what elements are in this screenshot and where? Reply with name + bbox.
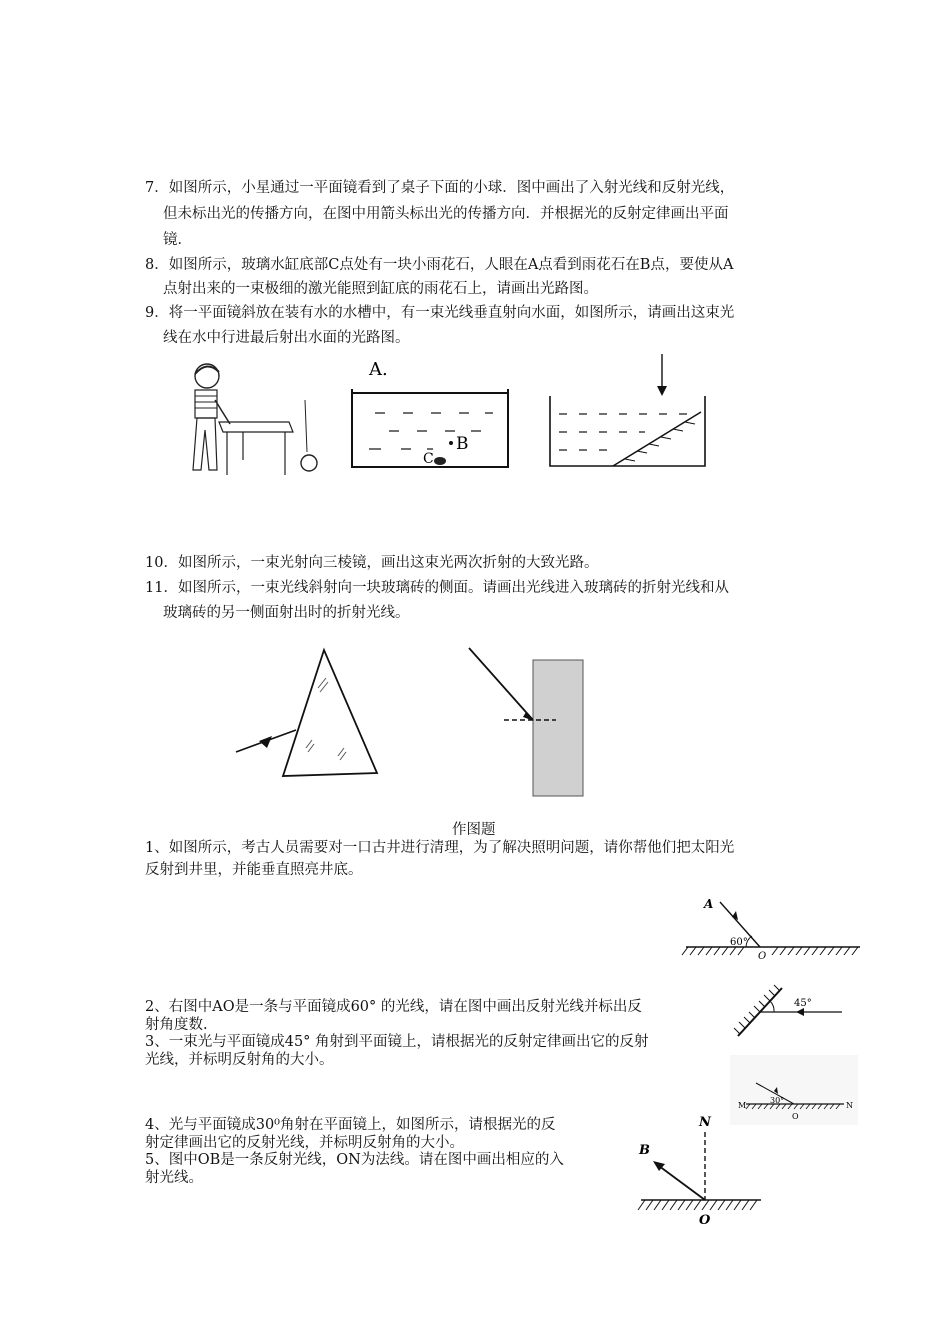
normal-reflection-figure [625,1110,765,1230]
q11-line2: 玻璃砖的另一侧面射出时的折射光线。 [163,605,410,621]
label-M: M [738,1101,747,1110]
q10-line1: 10．如图所示，一束光射向三棱镜，画出这束光两次折射的大致光路。 [145,555,599,571]
label-30: 30° [770,1096,785,1105]
label-B: B [456,434,469,454]
d5-line2: 射光线。 [145,1170,203,1186]
d1-line2: 反射到井里，并能垂直照亮井底。 [145,862,363,878]
label-B: B [639,1143,650,1158]
mirror-60-figure [680,890,865,965]
section-title: 作图题 [452,822,496,838]
d4-line2: 射定律画出它的反射光线，并标明反射角的大小。 [145,1135,464,1151]
label-O: O [792,1112,799,1121]
q7-line2: 但未标出光的传播方向，在图中用箭头标出光的传播方向．并根据光的反射定律画出平面 [163,206,729,222]
fish-tank-figure [345,355,515,475]
q8-line1: 8．如图所示，玻璃水缸底部C点处有一块小雨花石，人眼在A点看到雨花石在B点，要使从A [145,257,734,273]
d3-line2: 光线，并标明反射角的大小。 [145,1052,334,1068]
q9-line2: 线在水中行进最后射出水面的光路图。 [163,330,410,346]
q7-line3: 镜． [163,232,192,248]
q9-line1: 9．将一平面镜斜放在装有水的水槽中，有一束光线垂直射向水面，如图所示，请画出这束光 [145,305,735,321]
label-O: O [699,1213,711,1228]
d2-line2: 射角度数. [145,1017,208,1033]
prism-figure [230,640,390,785]
label-A: A [704,897,714,911]
d3-line1: 3、一束光与平面镜成45° 角射到平面镜上，请根据光的反射定律画出它的反射 [145,1034,649,1050]
label-N: N [699,1115,711,1130]
q8-line2: 点射出来的一束极细的激光能照到缸底的雨花石上，请画出光路图。 [163,281,598,297]
label-C: C [423,451,434,467]
label-60: 60° [730,937,748,948]
d4-line1: 4、光与平面镜成30⁰角射在平面镜上，如图所示，请根据光的反 [145,1117,556,1133]
q11-line1: 11．如图所示，一束光线斜射向一块玻璃砖的侧面。请画出光线进入玻璃砖的折射光线和从 [145,580,729,596]
q7-line1: 7．如图所示，小星通过一平面镜看到了桌子下面的小球．图中画出了入射光线和反射光线， [145,180,735,196]
d2-line1: 2、右图中AO是一条与平面镜成60° 的光线，请在图中画出反射光线并标出反 [145,999,642,1015]
label-O: O [758,951,767,962]
d5-line1: 5、图中OB是一条反射光线，ON为法线。请在图中画出相应的入 [145,1152,564,1168]
label-A: A. [369,359,388,380]
glass-brick-figure [460,640,590,800]
d1-line1: 1、如图所示，考古人员需要对一口古井进行清理，为了解决照明问题，请你帮他们把太阳光 [145,840,735,856]
water-trough-figure [545,350,715,470]
boy-table-figure [185,360,325,480]
mirror-45-figure [730,980,845,1045]
label-N: N [846,1101,853,1110]
label-45: 45° [794,998,812,1009]
